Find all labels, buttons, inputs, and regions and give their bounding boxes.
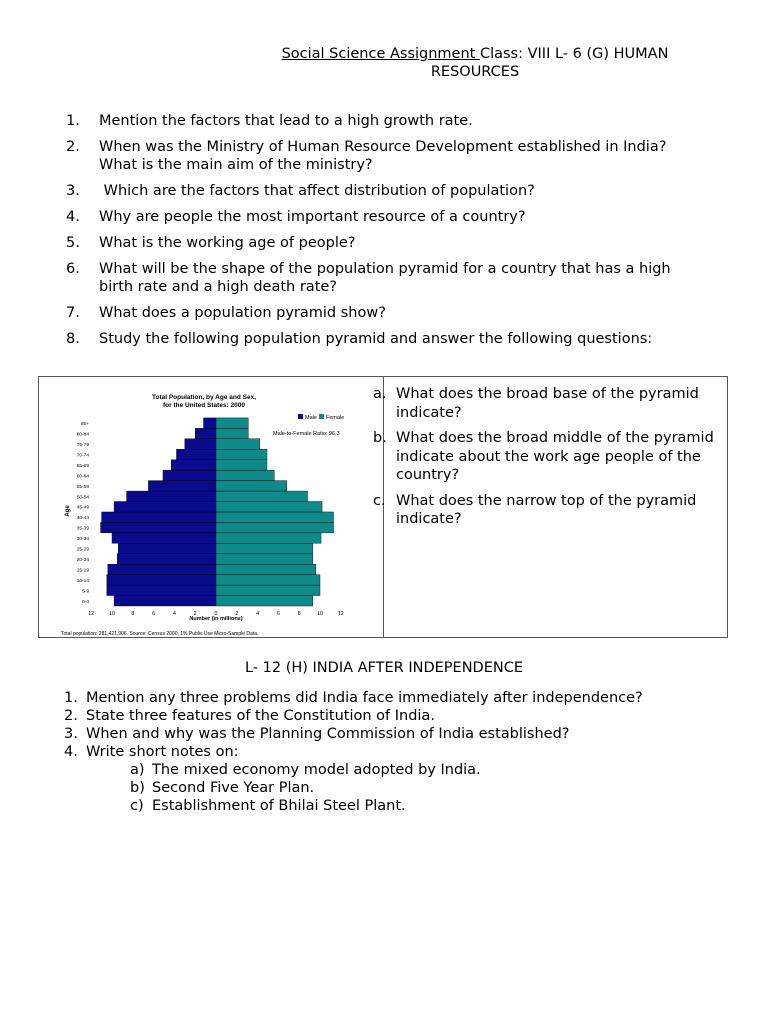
female-bar-65-69 xyxy=(216,460,267,470)
section2-question xyxy=(64,707,724,725)
age-tick-label: 35-39 xyxy=(76,526,89,532)
question-number: 5. xyxy=(66,235,80,251)
male-bar-35-39 xyxy=(101,522,216,532)
question-text: What does a population pyramid show? xyxy=(99,305,386,321)
question-item xyxy=(66,330,706,348)
short-note-item xyxy=(86,779,724,797)
question-text: What will be the shape of the population pyramid for a country that has a high xyxy=(99,261,671,277)
question-text: When and why was the Planning Commission of India established? xyxy=(86,726,570,742)
question-number: 4. xyxy=(66,209,80,225)
question-item xyxy=(66,304,706,322)
question-text: When was the Ministry of Human Resource Development established in India? xyxy=(99,139,667,155)
question-number: 7. xyxy=(66,305,80,321)
age-tick-label: 65-69 xyxy=(76,463,89,469)
female-bar-85+ xyxy=(216,418,248,428)
male-bar-10-14 xyxy=(107,575,216,585)
pyramid-chart-cell xyxy=(39,377,383,637)
section2-question xyxy=(64,725,724,743)
question-item xyxy=(66,112,706,130)
male-bar-20-24 xyxy=(117,554,216,564)
male-bar-45-49 xyxy=(114,502,216,512)
x-tick-label: 10 xyxy=(317,611,323,617)
question-number: 1. xyxy=(66,113,80,129)
question-text: Mention any three problems did India face immediately after independence? xyxy=(86,690,643,706)
question-list xyxy=(66,112,706,356)
subquestion-letter: c. xyxy=(373,492,386,509)
female-bar-5-9 xyxy=(216,585,320,595)
female-bar-75-79 xyxy=(216,439,260,449)
age-tick-label: 20-24 xyxy=(76,557,89,563)
short-note-item xyxy=(86,797,724,815)
question-text: Study the following population pyramid and answer the following questions: xyxy=(99,331,653,347)
age-tick-label: 25-29 xyxy=(76,547,89,553)
female-bar-40-44 xyxy=(216,512,334,522)
question-text-cont: What is the main aim of the ministry? xyxy=(99,157,373,173)
question-number: 1. xyxy=(64,690,78,706)
note-text: The mixed economy model adopted by India. xyxy=(152,762,481,778)
question-text: Write short notes on: xyxy=(86,744,239,760)
subquestion-letter: a. xyxy=(373,386,387,402)
y-axis-label: Age xyxy=(65,505,71,517)
male-bar-0-4 xyxy=(114,596,216,606)
x-tick-label: 8 xyxy=(131,611,135,617)
female-bar-60-64 xyxy=(216,470,274,480)
question-number: 6. xyxy=(66,261,80,277)
subquestion-item xyxy=(373,385,723,422)
subquestion-item xyxy=(373,492,723,529)
question-item xyxy=(66,234,706,252)
subquestion-item xyxy=(373,429,723,485)
note-text: Establishment of Bhilai Steel Plant. xyxy=(152,798,406,814)
x-axis-label: Number (in millions) xyxy=(189,616,243,622)
male-bar-80-84 xyxy=(195,428,216,438)
x-tick-label: 0 xyxy=(214,611,218,617)
note-letter: a) xyxy=(130,762,145,778)
female-bar-15-19 xyxy=(216,564,316,574)
chart-source-note: Total population: 281,421,906. Source: Census 2000, 1% Public Use Micro-Sample Data. xyxy=(61,631,259,637)
note-letter: b) xyxy=(130,780,145,796)
x-tick-label: 4 xyxy=(172,611,176,617)
male-bar-40-44 xyxy=(102,512,216,522)
section2-title: L- 12 (H) INDIA AFTER INDEPENDENCE xyxy=(244,660,523,676)
subquestion-text: What does the broad middle of the pyramid indicate about the work age people of the country? xyxy=(396,430,714,483)
age-tick-label: 40-44 xyxy=(76,516,89,522)
question-item xyxy=(66,208,706,226)
male-bar-60-64 xyxy=(163,470,216,480)
chart-subtitle: for the United States: 2000 xyxy=(163,402,245,409)
title-class-line: Class: VIII L- 6 (G) HUMAN xyxy=(479,46,669,62)
legend-female-swatch xyxy=(319,414,324,419)
female-bar-70-74 xyxy=(216,449,267,459)
legend-female-label: Female xyxy=(326,415,345,421)
chart-title: Total Population, by Age and Sex, xyxy=(151,394,257,401)
legend-male-label: Male xyxy=(305,415,317,421)
question-text: What is the working age of people? xyxy=(99,235,356,251)
section2-question xyxy=(64,689,724,707)
question-item xyxy=(66,260,706,296)
age-tick-label: 75-79 xyxy=(76,443,89,449)
male-bar-55-59 xyxy=(148,481,216,491)
question-number: 3. xyxy=(64,726,78,742)
short-notes-list xyxy=(86,761,724,815)
male-bar-30-34 xyxy=(112,533,216,543)
question-number: 8. xyxy=(66,331,80,347)
subquestion-letter: b. xyxy=(373,430,387,446)
short-note-item xyxy=(86,761,724,779)
title-underlined: Social Science Assignment xyxy=(281,46,480,62)
question-number: 3. xyxy=(66,183,80,199)
x-tick-label: 12 xyxy=(88,611,95,617)
question-number: 2. xyxy=(66,139,80,155)
male-bar-65-69 xyxy=(171,460,216,470)
age-tick-label: 45-49 xyxy=(76,505,89,511)
male-bar-70-74 xyxy=(176,449,216,459)
age-tick-label: 60-64 xyxy=(76,474,89,480)
x-tick-label: 4 xyxy=(256,611,260,617)
question-text: Which are the factors that affect distribution of population? xyxy=(99,183,535,199)
female-bar-25-29 xyxy=(216,543,313,553)
section2-question xyxy=(64,743,724,815)
male-bar-85+ xyxy=(204,418,216,428)
age-tick-label: 85+ xyxy=(80,422,89,428)
male-bar-25-29 xyxy=(118,543,216,553)
subquestion-text: What does the narrow top of the pyramid indicate? xyxy=(396,492,697,527)
question-text: State three features of the Constitution of India. xyxy=(86,708,435,724)
female-bar-0-4 xyxy=(216,596,313,606)
female-bar-35-39 xyxy=(216,522,334,532)
x-tick-label: 6 xyxy=(152,611,156,617)
subquestion-text: What does the broad base of the pyramid indicate? xyxy=(396,386,699,421)
question-text: Why are people the most important resource of a country? xyxy=(99,209,526,225)
population-pyramid-chart xyxy=(39,377,383,637)
age-tick-label: 0-4 xyxy=(82,599,89,605)
female-bar-20-24 xyxy=(216,554,313,564)
note-text: Second Five Year Plan. xyxy=(152,780,315,796)
assignment-title xyxy=(230,45,720,81)
age-tick-label: 80-84 xyxy=(76,432,89,438)
age-tick-label: 55-59 xyxy=(76,484,89,490)
x-tick-label: 2 xyxy=(235,611,239,617)
age-tick-label: 70-74 xyxy=(76,453,89,459)
x-tick-label: 10 xyxy=(109,611,115,617)
question-item xyxy=(66,182,706,200)
legend-male-swatch xyxy=(298,414,303,419)
male-bar-15-19 xyxy=(108,564,216,574)
question-item xyxy=(66,138,706,174)
female-bar-80-84 xyxy=(216,428,248,438)
section2-question-list xyxy=(64,689,724,815)
female-bar-50-54 xyxy=(216,491,308,501)
age-tick-label: 50-54 xyxy=(76,495,89,501)
x-tick-label: 8 xyxy=(297,611,301,617)
question-text: Mention the factors that lead to a high growth rate. xyxy=(99,113,473,129)
male-bar-50-54 xyxy=(127,491,216,501)
male-bar-5-9 xyxy=(107,585,216,595)
female-bar-45-49 xyxy=(216,502,322,512)
female-bar-10-14 xyxy=(216,575,320,585)
question-text-cont: birth rate and a high death rate? xyxy=(99,279,337,295)
age-tick-label: 5-9 xyxy=(82,589,89,595)
x-tick-label: 12 xyxy=(337,611,344,617)
subquestion-list xyxy=(373,385,723,536)
age-tick-label: 30-34 xyxy=(76,537,89,543)
age-tick-label: 15-19 xyxy=(76,568,89,574)
x-tick-label: 6 xyxy=(276,611,280,617)
male-bar-75-79 xyxy=(185,439,216,449)
age-tick-label: 10-14 xyxy=(76,578,89,584)
female-bar-55-59 xyxy=(216,481,287,491)
female-bar-30-34 xyxy=(216,533,321,543)
question-number: 4. xyxy=(64,744,78,760)
x-tick-label: 2 xyxy=(193,611,197,617)
note-letter: c) xyxy=(130,798,144,814)
question-number: 2. xyxy=(64,708,78,724)
ratio-annotation: Male-to-Female Ratio: 96.3 xyxy=(273,431,340,437)
title-resources: RESOURCES xyxy=(430,64,520,80)
